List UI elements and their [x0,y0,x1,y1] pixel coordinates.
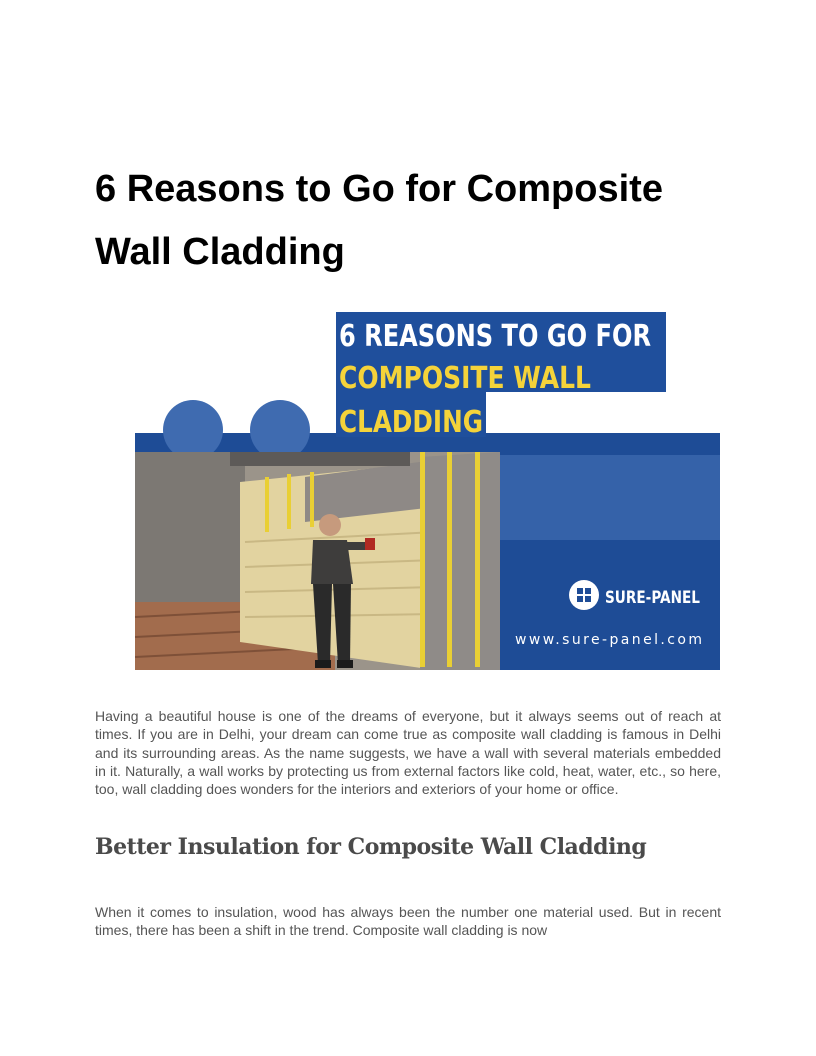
article-title: 6 Reasons to Go for Composite Wall Cladding [95,168,663,273]
intro-paragraph: Having a beautiful house is one of the dreams of everyone, but it always seems out of reach at times. If you are in Delhi, your dream can come true as composite wall cladding is famous in Delhi and its surrounding areas. As the name suggests, we have a wall with several materials embedded in it. Naturally, a wall works by protecting us from external factors like cold, heat, water, etc., so here, too, wall cladding does wonders for the interiors and exteriors of your home or office. [95,708,721,798]
photo-worker-installing-cladding [135,452,500,670]
section-paragraph: When it comes to insulation, wood has always been the number one material used. But in recent times, there has been a shift in the trend. Composite wall cladding is now [95,904,721,939]
banner-line-3: CLADDING [339,405,483,440]
brand-name: SURE-PANEL [605,588,701,608]
hero-image [135,312,720,670]
banner-line-1: 6 REASONS TO GO FOR [339,319,651,354]
section-heading: Better Insulation for Composite Wall Cladding [95,834,647,860]
banner-line-2: COMPOSITE WALL [339,361,591,396]
website-text: www.sure-panel.com [515,632,702,648]
